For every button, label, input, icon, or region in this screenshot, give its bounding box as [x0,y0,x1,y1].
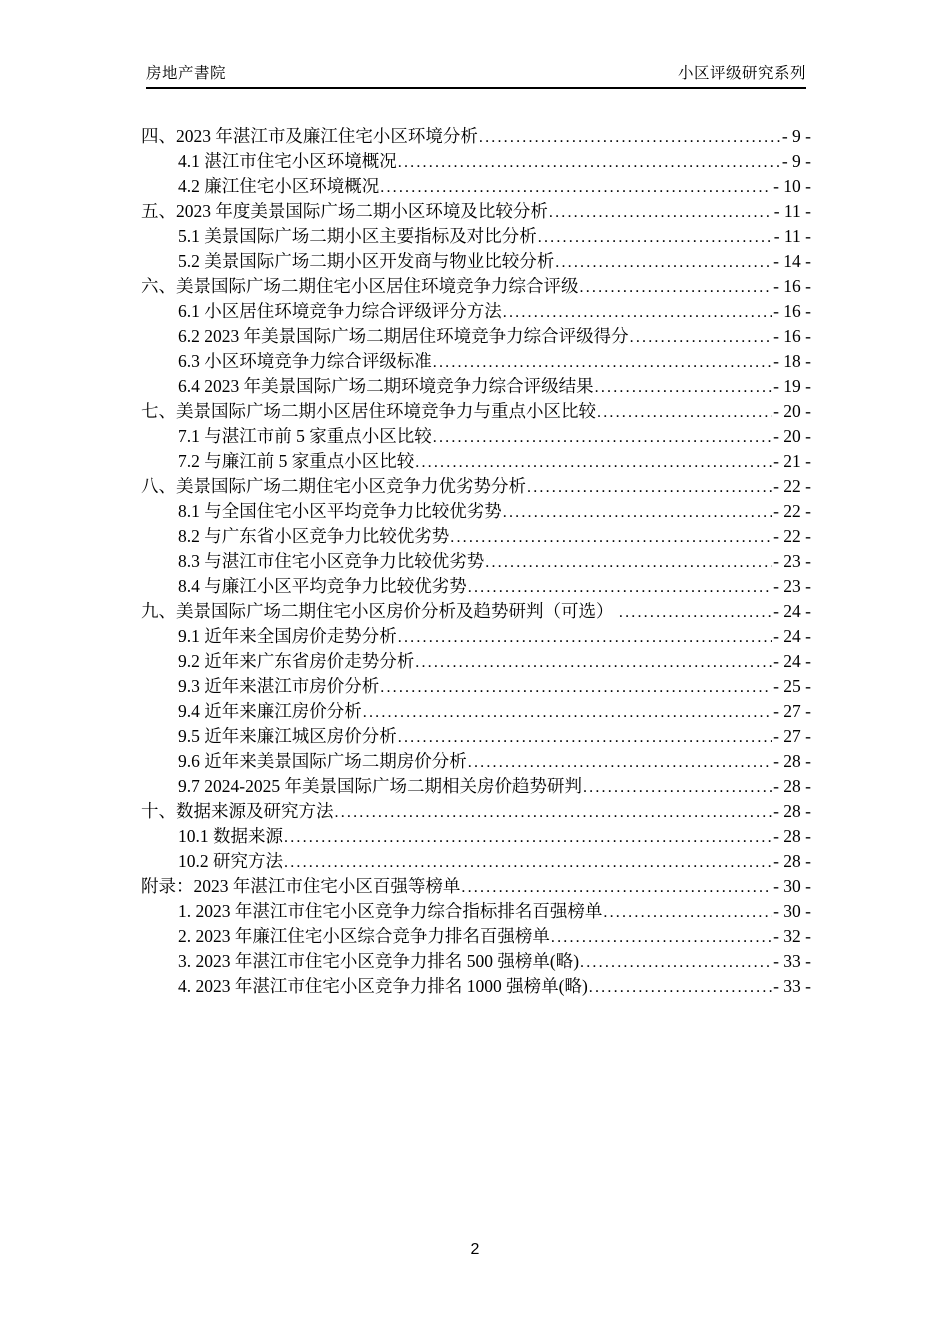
toc-entry-label: 9.7 2024-2025 年美景国际广场二期相关房价趋势研判 [178,776,582,796]
toc-entry[interactable] [141,699,811,724]
toc-entry[interactable] [141,599,811,624]
toc-entry-page: - 9 - [781,151,811,171]
toc-entry-label: 6.4 2023 年美景国际广场二期环境竞争力综合评级结果 [178,376,594,396]
toc-dot-leader [415,649,772,675]
toc-entry-page: - 24 - [773,626,811,646]
toc-dot-leader [380,674,772,700]
toc-entry-page: - 30 - [773,876,811,896]
toc-dot-leader [284,824,772,850]
toc-dot-leader [597,399,772,425]
toc-entry-page: - 18 - [773,351,811,371]
toc-entry-page: - 16 - [773,276,811,296]
toc-entry[interactable] [141,424,811,449]
toc-entry-page: - 28 - [773,776,811,796]
toc-entry[interactable] [141,849,811,874]
toc-entry-label: 8.2 与广东省小区竞争力比较优劣势 [178,526,450,546]
toc-dot-leader [555,249,772,275]
toc-entry-label: 4.2 廉江住宅小区环境概况 [178,176,380,196]
toc-entry-page: - 22 - [773,476,811,496]
toc-entry[interactable] [141,199,811,224]
toc-entry-label: 2. 2023 年廉江住宅小区综合竞争力排名百强榜单 [178,926,550,946]
toc-entry-label: 四、2023 年湛江市及廉江住宅小区环境分析 [141,126,478,146]
toc-entry-label: 6.2 2023 年美景国际广场二期居住环境竞争力综合评级得分 [178,326,629,346]
toc-entry-label: 5.2 美景国际广场二期小区开发商与物业比较分析 [178,251,555,271]
toc-dot-leader [479,124,781,150]
toc-entry-page: - 16 - [773,326,811,346]
toc-entry[interactable] [141,924,811,949]
toc-entry-page: - 33 - [773,951,811,971]
toc-dot-leader [603,899,772,925]
toc-entry-page: - 27 - [773,726,811,746]
toc-entry[interactable] [141,524,811,549]
toc-entry-page: - 11 - [773,201,811,221]
toc-dot-leader [485,549,772,575]
toc-entry-label: 9.1 近年来全国房价走势分析 [178,626,397,646]
toc-entry-label: 9.3 近年来湛江市房价分析 [178,676,380,696]
toc-entry-label: 6.3 小区环境竞争力综合评级标准 [178,351,432,371]
toc-entry[interactable] [141,799,811,824]
toc-dot-leader [363,699,772,725]
toc-entry[interactable] [141,299,811,324]
toc-dot-leader [284,849,772,875]
toc-dot-leader [630,324,772,350]
toc-dot-leader [380,174,772,200]
toc-entry[interactable] [141,274,811,299]
toc-entry[interactable] [141,124,811,149]
toc-entry-page: - 20 - [773,426,811,446]
toc-entry[interactable] [141,974,811,999]
toc-entry-page: - 28 - [773,851,811,871]
toc-entry-page: - 28 - [773,751,811,771]
toc-dot-leader [433,349,772,375]
toc-entry-page: - 22 - [773,526,811,546]
toc-entry[interactable] [141,674,811,699]
toc-entry[interactable] [141,649,811,674]
toc-dot-leader [335,799,773,825]
toc-entry[interactable] [141,224,811,249]
header-right-title: 小区评级研究系列 [677,65,806,82]
toc-entry[interactable] [141,374,811,399]
toc-entry-label: 七、美景国际广场二期小区居住环境竞争力与重点小区比较 [141,401,596,421]
header-left-title: 房地产書院 [146,65,227,82]
toc-entry[interactable] [141,624,811,649]
toc-entry-page: - 24 - [773,601,811,621]
toc-dot-leader [468,749,772,775]
toc-entry-page: - 14 - [773,251,811,271]
toc-entry-label: 9.5 近年来廉江城区房价分析 [178,726,397,746]
toc-entry[interactable] [141,399,811,424]
toc-entry-label: 9.2 近年来广东省房价走势分析 [178,651,415,671]
toc-entry-label: 5.1 美景国际广场二期小区主要指标及对比分析 [178,226,537,246]
page-footer [0,1241,950,1259]
toc-dot-leader [549,199,773,225]
toc-entry[interactable] [141,149,811,174]
toc-entry-label: 7.1 与湛江市前 5 家重点小区比较 [178,426,432,446]
toc-entry[interactable] [141,449,811,474]
toc-dot-leader [415,449,772,475]
toc-dot-leader [503,299,772,325]
toc-entry-page: - 24 - [773,651,811,671]
toc-dot-leader [580,274,773,300]
toc-entry-page: - 28 - [773,801,811,821]
toc-entry-label: 4. 2023 年湛江市住宅小区竞争力排名 1000 强榜单(略) [178,976,588,996]
toc-entry[interactable] [141,474,811,499]
toc-entry-page: - 23 - [773,551,811,571]
toc-entry-page: - 21 - [773,451,811,471]
toc-entry-page: - 22 - [773,501,811,521]
toc-entry[interactable] [141,549,811,574]
toc-entry-label: 八、美景国际广场二期住宅小区竞争力优劣势分析 [141,476,526,496]
toc-entry-label: 4.1 湛江市住宅小区环境概况 [178,151,397,171]
toc-entry-label: 7.2 与廉江前 5 家重点小区比较 [178,451,415,471]
toc-dot-leader [619,599,772,625]
toc-entry-page: - 25 - [773,676,811,696]
toc-entry[interactable] [141,824,811,849]
toc-entry-page: - 10 - [773,176,811,196]
toc-entry-label: 六、美景国际广场二期住宅小区居住环境竞争力综合评级 [141,276,579,296]
toc-dot-leader [461,874,772,900]
toc-entry-page: - 19 - [773,376,811,396]
toc-entry[interactable] [141,724,811,749]
toc-entry-label: 3. 2023 年湛江市住宅小区竞争力排名 500 强榜单(略) [178,951,580,971]
toc-dot-leader [589,974,772,1000]
toc-entry-label: 9.4 近年来廉江房价分析 [178,701,362,721]
toc-entry-label: 1. 2023 年湛江市住宅小区竞争力综合指标排名百强榜单 [178,901,603,921]
toc-dot-leader [450,524,772,550]
toc-entry[interactable] [141,874,811,899]
toc-entry[interactable] [141,774,811,799]
toc-dot-leader [595,374,772,400]
toc-entry[interactable] [141,249,811,274]
toc-entry-label: 附录：2023 年湛江市住宅小区百强等榜单 [141,876,461,896]
toc-dot-leader [433,424,772,450]
toc-entry[interactable] [141,324,811,349]
toc-entry-label: 8.1 与全国住宅小区平均竞争力比较优劣势 [178,501,502,521]
toc-entry-label: 6.1 小区居住环境竞争力综合评级评分方法 [178,301,502,321]
page-number: 2 [470,1241,480,1258]
toc-entry[interactable] [141,949,811,974]
toc-entry-page: - 27 - [773,701,811,721]
toc-dot-leader [527,474,772,500]
toc-entry-page: - 33 - [773,976,811,996]
toc-entry[interactable] [141,499,811,524]
toc-entry-page: - 9 - [781,126,811,146]
toc-entry-page: - 11 - [773,226,811,246]
toc-entry-page: - 30 - [773,901,811,921]
toc-entry-label: 九、美景国际广场二期住宅小区房价分析及趋势研判（可选） [141,601,618,621]
toc-entry-label: 五、2023 年度美景国际广场二期小区环境及比较分析 [141,201,548,221]
toc-entry[interactable] [141,749,811,774]
toc-entry-page: - 32 - [773,926,811,946]
toc-entry-label: 8.4 与廉江小区平均竞争力比较优劣势 [178,576,467,596]
toc-entry-label: 8.3 与湛江市住宅小区竞争力比较优劣势 [178,551,485,571]
toc-entry-page: - 16 - [773,301,811,321]
toc-entry[interactable] [141,899,811,924]
toc-entry-page: - 23 - [773,576,811,596]
toc-dot-leader [538,224,773,250]
toc-entry-page: - 20 - [773,401,811,421]
toc-entry[interactable] [141,349,811,374]
table-of-contents [141,124,811,999]
toc-dot-leader [468,574,772,600]
toc-entry-label: 9.6 近年来美景国际广场二期房价分析 [178,751,467,771]
toc-dot-leader [551,924,772,950]
toc-entry-page: - 28 - [773,826,811,846]
toc-dot-leader [398,724,772,750]
toc-entry[interactable] [141,574,811,599]
toc-entry-label: 10.1 数据来源 [178,826,283,846]
toc-dot-leader [398,624,772,650]
toc-dot-leader [580,949,772,975]
toc-dot-leader [583,774,772,800]
toc-entry-label: 10.2 研究方法 [178,851,283,871]
toc-entry[interactable] [141,174,811,199]
toc-entry-label: 十、数据来源及研究方法 [141,801,334,821]
page-header [146,61,806,89]
toc-dot-leader [503,499,772,525]
toc-dot-leader [398,149,781,175]
